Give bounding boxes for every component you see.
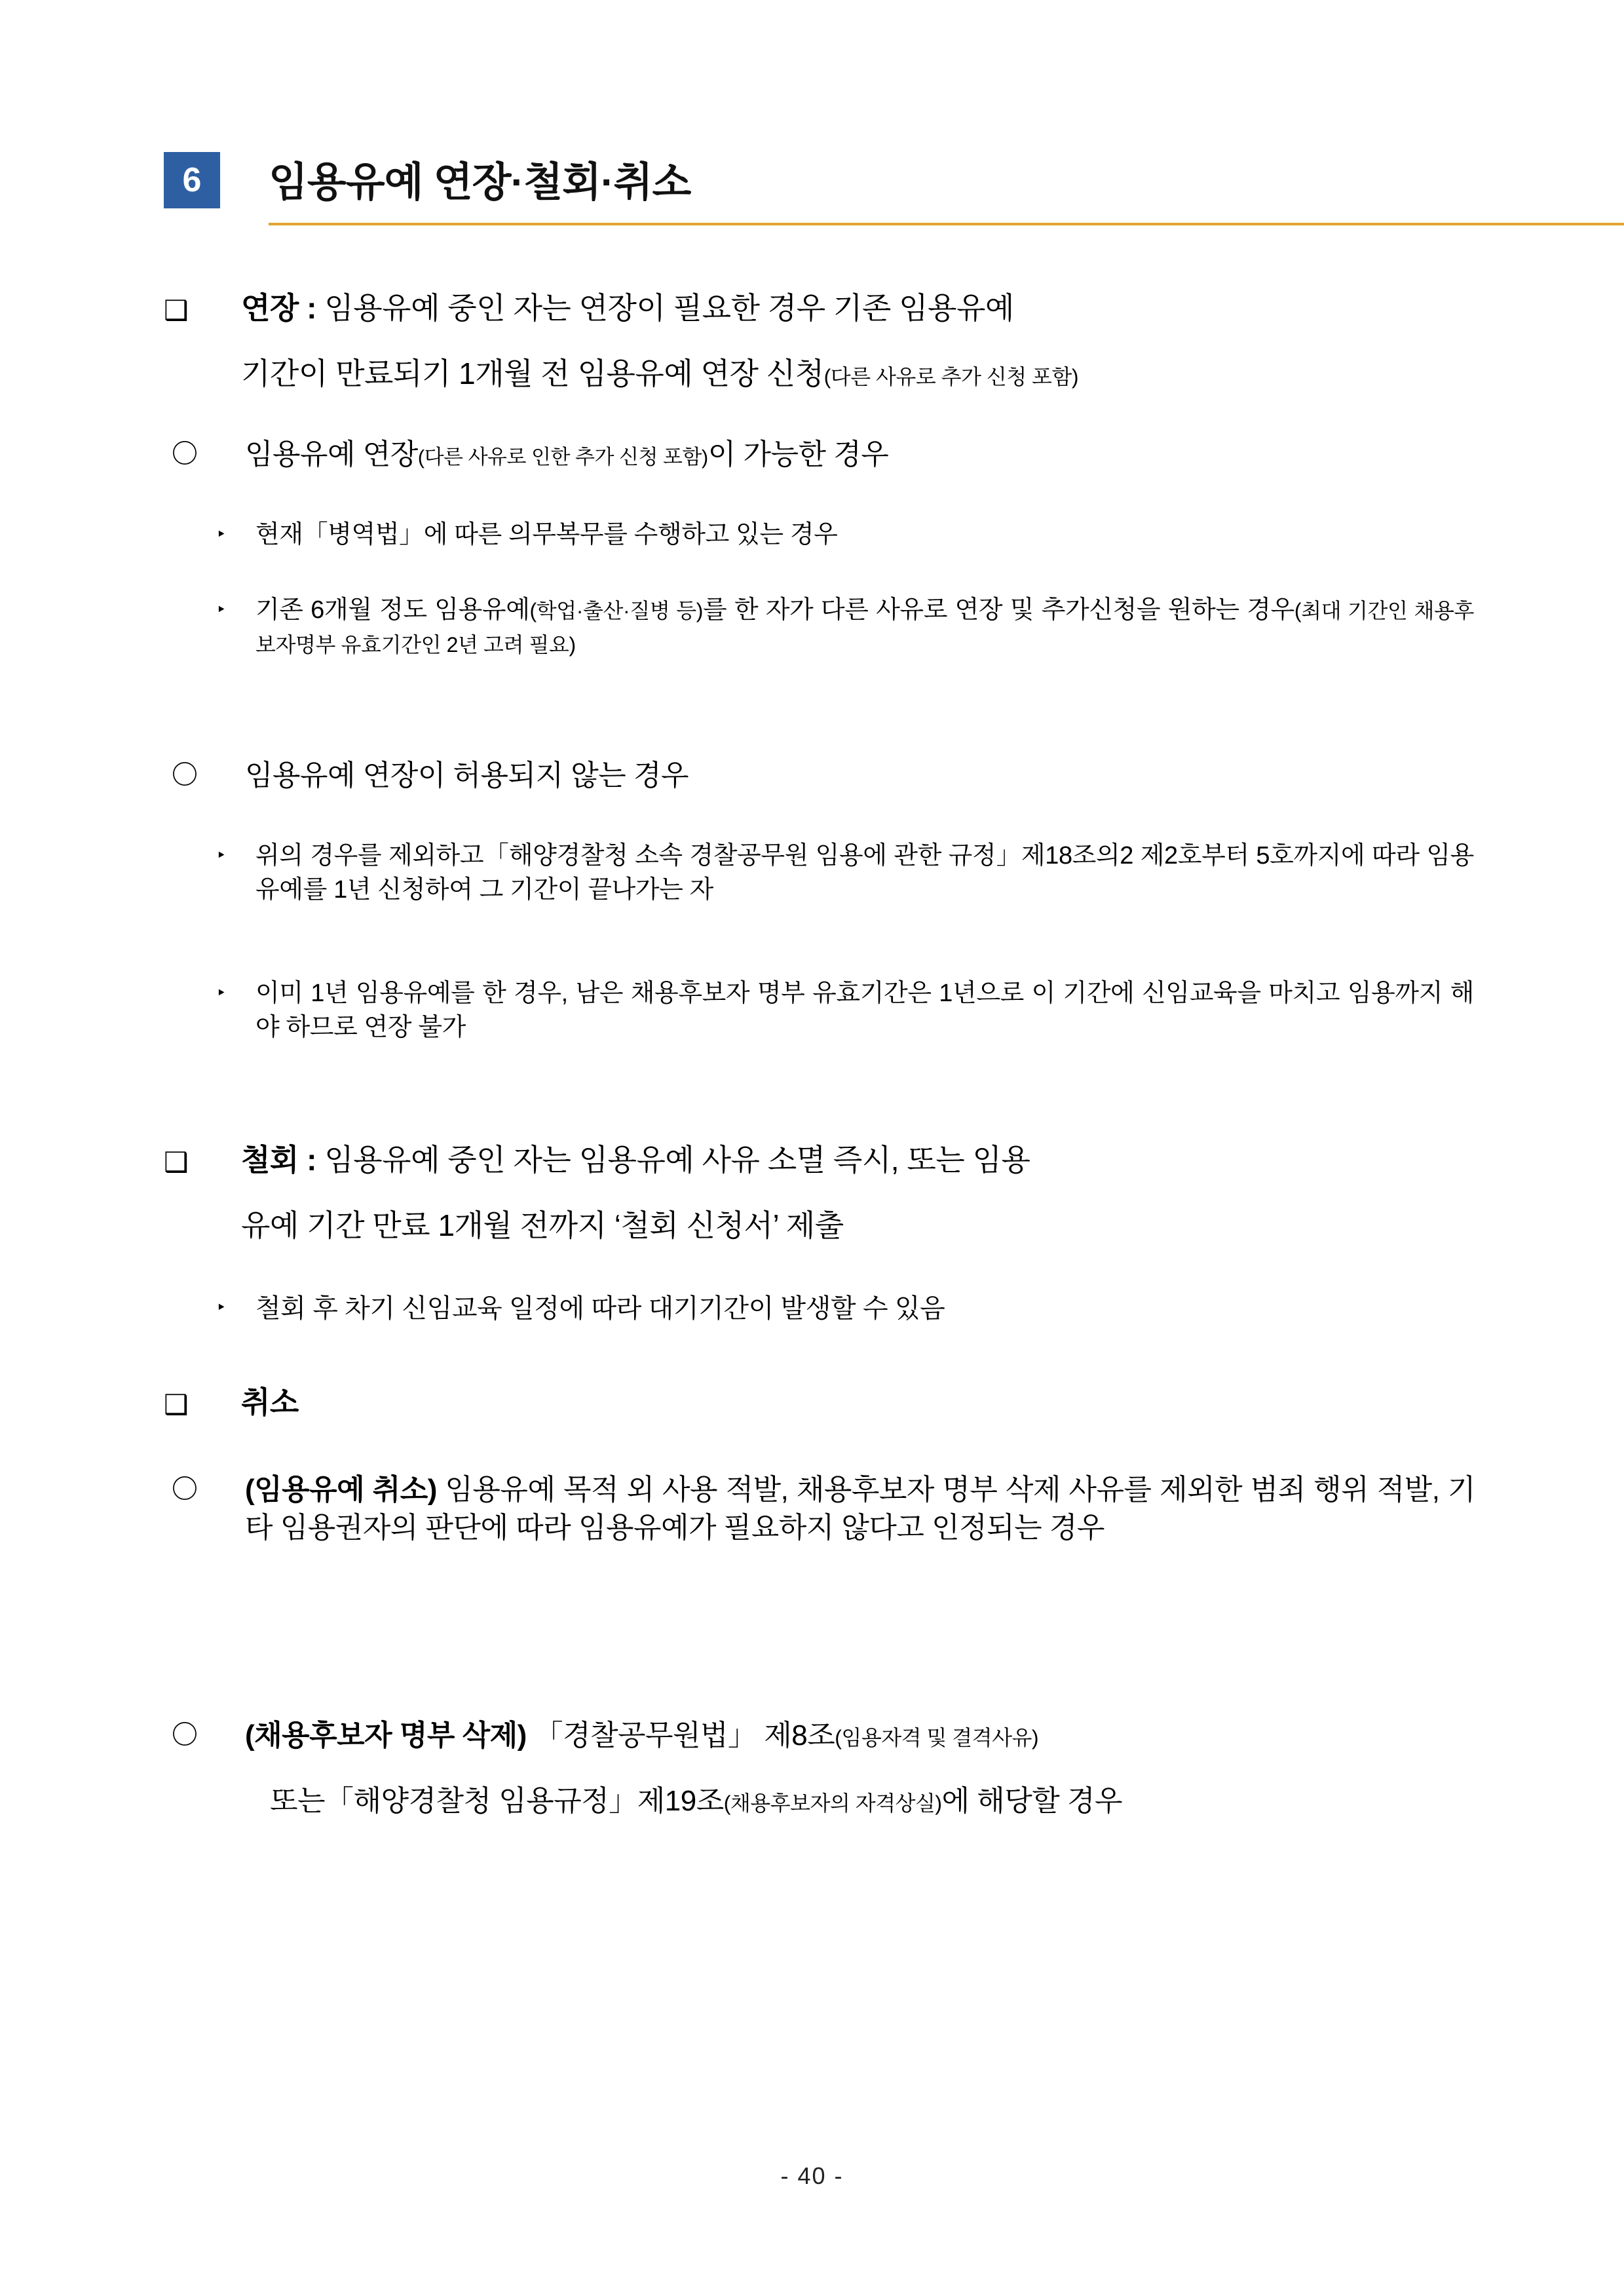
list-item-body bbox=[241, 288, 1474, 328]
lead-label: 연장 : bbox=[241, 291, 325, 325]
list-item-extension-not-allowed bbox=[172, 757, 1482, 795]
checkbox-marker-icon: ❑ bbox=[164, 295, 189, 326]
page-number: - 40 - bbox=[780, 2162, 844, 2189]
text-line-1: 임용유예 중인 자는 임용유예 사유 소멸 즉시, 또는 임용 bbox=[324, 1143, 1030, 1177]
lead-label: (임용유예 취소) bbox=[245, 1474, 437, 1506]
text-note-b: (최대 기간인 채용후보자명부 유효기간인 2년 고려 필요) bbox=[255, 599, 1474, 657]
section-number-badge: 6 bbox=[164, 152, 220, 208]
list-item-body: 이미 1년 임용유예를 한 경우, 남은 채용후보자 명부 유효기간은 1년으로 이 기간에 신임교육을 마치고 임용까지 해야 하므로 연장 불가 bbox=[255, 980, 1474, 1042]
text-note: (다른 사유로 인한 추가 신청 포함) bbox=[417, 446, 708, 469]
list-item-body: 현재「병역법」에 따른 의무복무를 수행하고 있는 경우 bbox=[255, 521, 838, 548]
list-item-roster-deletion bbox=[172, 1717, 1475, 1755]
list-item-body: 임용유예 연장이 허용되지 않는 경우 bbox=[245, 759, 689, 792]
triangle-marker-icon: ‣ bbox=[216, 983, 226, 1003]
text-line-2: 유예 기간 만료 1개월 전까지 ‘철회 신청서’ 제출 bbox=[241, 1208, 844, 1242]
text-part-b: 이 가능한 경우 bbox=[708, 438, 889, 470]
triangle-marker-icon: ‣ bbox=[216, 600, 226, 619]
list-item-cheolhoe-cont bbox=[164, 1206, 1474, 1246]
list-item-roster-deletion-cont bbox=[172, 1782, 1475, 1820]
text-note-a: (임용자격 및 결격사유) bbox=[835, 1726, 1039, 1750]
list-item-cancel-reason bbox=[172, 1471, 1475, 1547]
checkbox-marker-icon: ❑ bbox=[164, 1147, 189, 1177]
circle-marker-icon: 〇 bbox=[172, 1475, 198, 1504]
list-item-regulation-18-2 bbox=[216, 839, 1474, 908]
list-item-military-service bbox=[216, 518, 1474, 552]
list-item-cheolhoe bbox=[164, 1140, 1474, 1180]
circle-marker-icon: 〇 bbox=[172, 761, 198, 790]
circle-marker-icon: 〇 bbox=[172, 1721, 198, 1750]
text-part-b: 또는「해양경찰청 임용규정」제19조 bbox=[270, 1785, 724, 1817]
text-note-b: (채용후보자의 자격상실) bbox=[723, 1791, 942, 1815]
header-divider bbox=[269, 223, 1624, 225]
list-item-body bbox=[270, 1782, 1475, 1820]
triangle-marker-icon: ‣ bbox=[216, 1297, 226, 1317]
text-part-c: 에 해당할 경우 bbox=[941, 1785, 1123, 1817]
text-line-2-note: (다른 사유로 추가 신청 포함) bbox=[823, 365, 1079, 389]
text-line-2: 기간이 만료되기 1개월 전 임용유예 연장 신청 bbox=[241, 356, 824, 391]
list-item-extension-allowed bbox=[172, 436, 1482, 474]
circle-marker-icon: 〇 bbox=[172, 440, 198, 469]
text-note-a: (학업·출산·질병 등) bbox=[529, 599, 704, 622]
text-part-b: 를 한 자가 다른 사유로 연장 및 추가신청을 원하는 경우 bbox=[703, 596, 1294, 624]
triangle-marker-icon: ‣ bbox=[216, 524, 226, 544]
list-item-body: 취소 bbox=[241, 1385, 299, 1419]
text-part-a: 「경찰공무원법」 제8조 bbox=[526, 1719, 835, 1751]
lead-label: (채용후보자 명부 삭제) bbox=[245, 1719, 527, 1751]
list-item-one-year-deferral bbox=[216, 976, 1474, 1045]
section-header bbox=[164, 152, 1474, 224]
lead-label: 철회 : bbox=[241, 1143, 325, 1177]
list-item-waiting-period bbox=[216, 1291, 1474, 1327]
list-item-yeonjang bbox=[164, 288, 1474, 328]
list-item-body bbox=[245, 1717, 1475, 1755]
list-item-body bbox=[245, 436, 1482, 474]
list-item-body bbox=[245, 1471, 1475, 1547]
list-item-body bbox=[241, 1140, 1474, 1180]
list-item-body: 철회 후 차기 신임교육 일정에 따라 대기기간이 발생할 수 있음 bbox=[255, 1294, 945, 1323]
triangle-marker-icon: ‣ bbox=[216, 845, 226, 865]
text-part-a: 임용유예 연장 bbox=[245, 438, 418, 470]
list-item-chwiso bbox=[164, 1383, 1474, 1423]
page-title: 임용유예 연장·철회·취소 bbox=[269, 160, 691, 205]
text-part-a: 기존 6개월 정도 임용유예 bbox=[255, 596, 530, 624]
list-item-body: 위의 경우를 제외하고「해양경찰청 소속 경찰공무원 임용에 관한 규정」제18조의2 제2호부터 5호까지에 따라 임용유예를 1년 신청하여 그 기간이 끝나가는 자 bbox=[255, 842, 1474, 904]
text-line-1: 임용유예 중인 자는 연장이 필요한 경우 기존 임용유예 bbox=[324, 291, 1014, 325]
text-body: 임용유예 목적 외 사용 적발, 채용후보자 명부 삭제 사유를 제외한 범죄 행위 적발, 기타 임용권자의 판단에 따라 임용유예가 필요하지 않다고 인정되는 경우 bbox=[245, 1474, 1475, 1544]
list-item-body bbox=[255, 593, 1474, 662]
list-item-yeonjang-cont bbox=[164, 354, 1474, 394]
list-item-existing-deferral bbox=[216, 593, 1474, 662]
list-item-body bbox=[241, 354, 1474, 394]
checkbox-marker-icon: ❑ bbox=[164, 1389, 189, 1420]
